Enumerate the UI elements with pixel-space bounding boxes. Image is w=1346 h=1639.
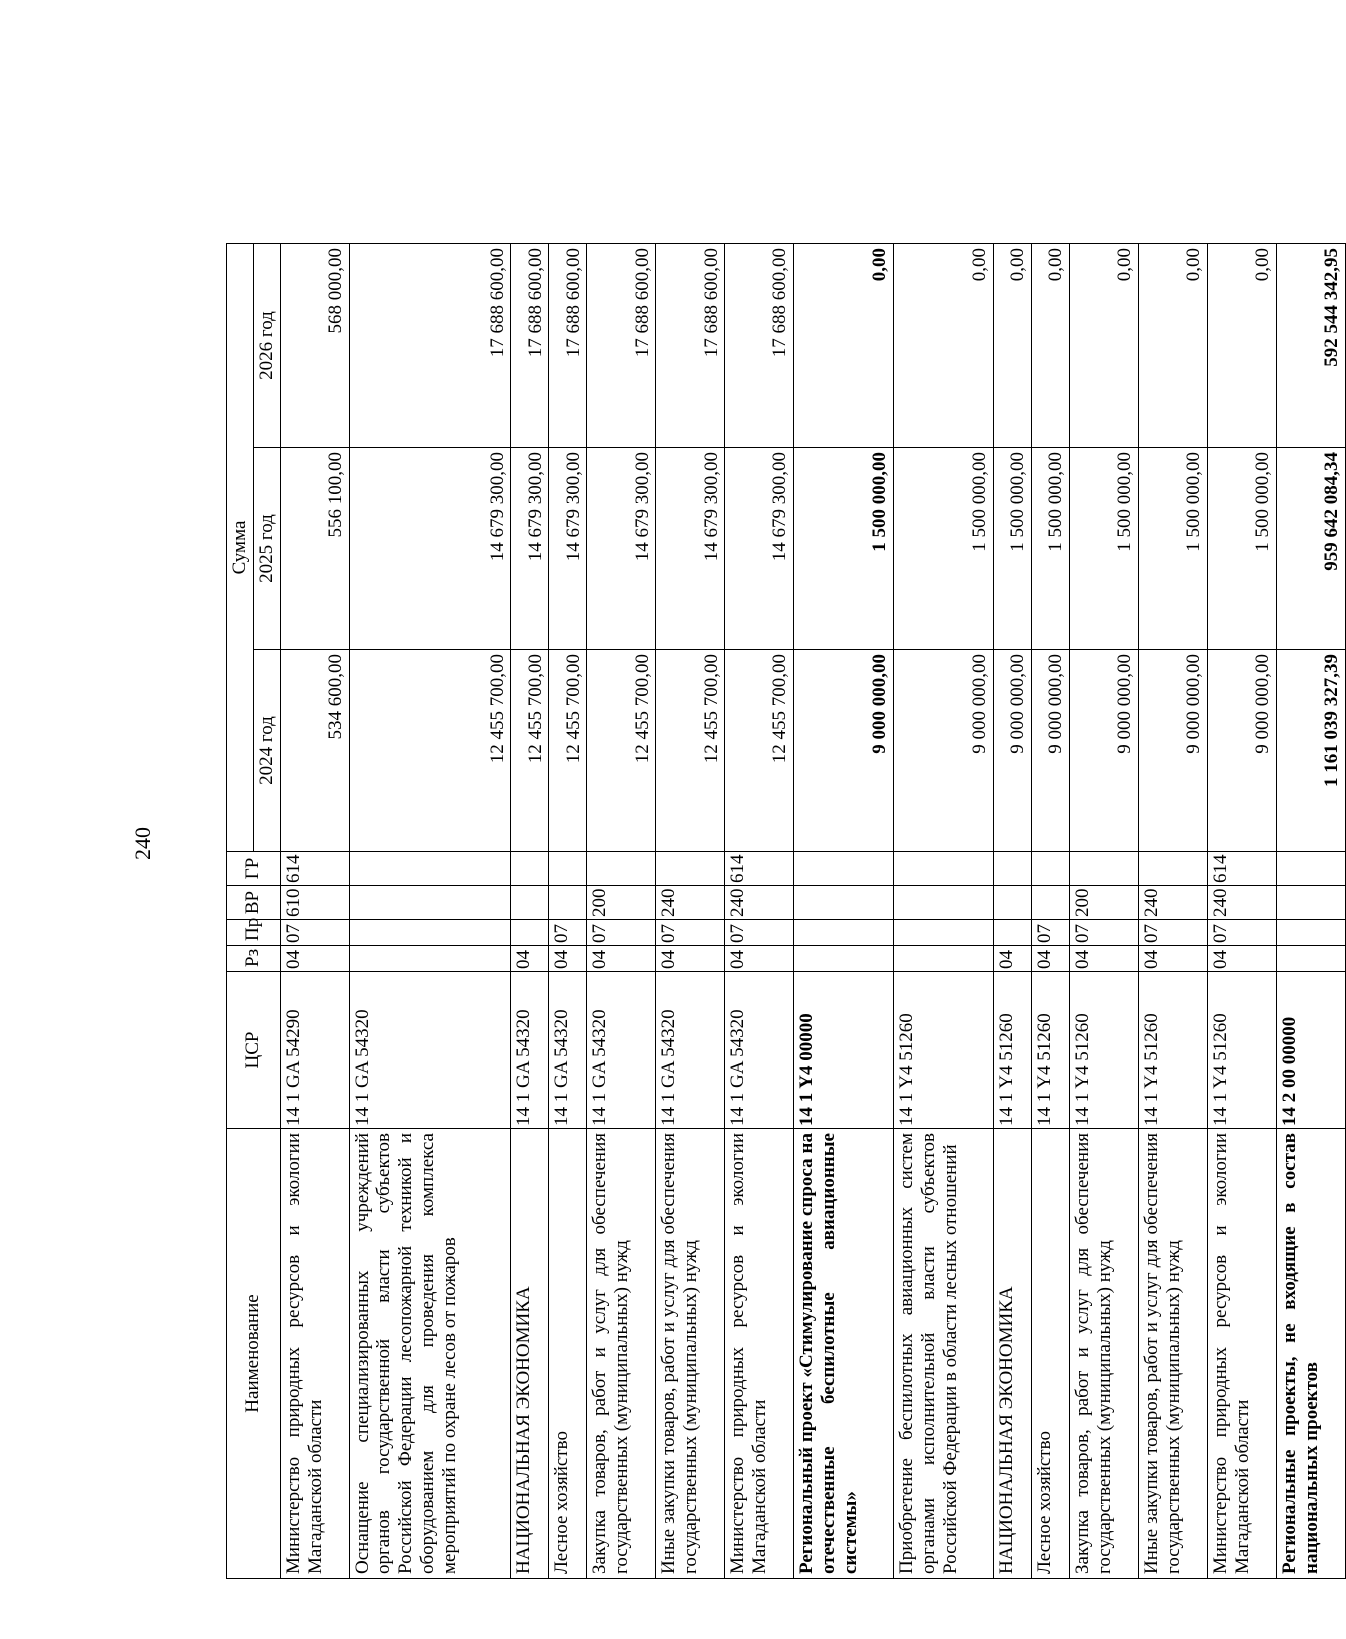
row-sum-2024: 12 455 700,00 (587, 650, 656, 852)
row-sum-2024: 534 600,00 (280, 650, 349, 852)
row-sum-2025: 14 679 300,00 (349, 448, 511, 650)
row-sum-2026: 592 544 342,95 (1276, 244, 1345, 448)
row-csr: 14 1 Y4 51260 (1032, 972, 1070, 1129)
row-pr (349, 920, 511, 946)
row-sum-2024: 12 455 700,00 (656, 650, 725, 852)
row-vr: 200 (1070, 886, 1139, 920)
row-csr: 14 1 GA 54320 (587, 972, 656, 1129)
row-name: НАЦИОНАЛЬНАЯ ЭКОНОМИКА (511, 1129, 549, 1579)
row-sum-2025: 1 500 000,00 (794, 448, 894, 650)
row-sum-2024: 1 161 039 327,39 (1276, 650, 1345, 852)
row-csr: 14 2 00 00000 (1276, 972, 1345, 1129)
row-name: Закупка товаров, работ и услуг для обеспечения государственных (муниципальных) нужд (1070, 1129, 1139, 1579)
row-gr (1276, 852, 1345, 886)
row-vr: 240 (656, 886, 725, 920)
row-gr: 614 (1208, 852, 1277, 886)
row-vr: 240 (725, 886, 794, 920)
row-gr (794, 852, 894, 886)
row-vr (549, 886, 587, 920)
row-rz (1276, 946, 1345, 972)
row-pr (994, 920, 1032, 946)
table-row (994, 244, 1032, 1579)
row-pr: 07 (725, 920, 794, 946)
row-rz: 04 (725, 946, 794, 972)
row-rz: 04 (511, 946, 549, 972)
row-pr (894, 920, 994, 946)
table-row (349, 244, 511, 1579)
table-body (280, 244, 1345, 1579)
table-row (725, 244, 794, 1579)
row-sum-2026: 17 688 600,00 (725, 244, 794, 448)
row-pr: 07 (1032, 920, 1070, 946)
row-gr: 614 (280, 852, 349, 886)
table-row (1208, 244, 1277, 1579)
header-csr: ЦСР (227, 972, 281, 1129)
row-csr: 14 1 GA 54320 (511, 972, 549, 1129)
header-row-1 (227, 244, 254, 1579)
row-gr (994, 852, 1032, 886)
row-pr: 07 (656, 920, 725, 946)
row-sum-2024: 9 000 000,00 (894, 650, 994, 852)
row-vr: 240 (1208, 886, 1277, 920)
row-sum-2026: 0,00 (894, 244, 994, 448)
header-rz: Рз (227, 946, 281, 972)
row-vr (994, 886, 1032, 920)
row-sum-2026: 0,00 (994, 244, 1032, 448)
row-pr: 07 (1139, 920, 1208, 946)
row-gr (349, 852, 511, 886)
row-csr: 14 1 GA 54320 (725, 972, 794, 1129)
header-vr: ВР (227, 886, 281, 920)
table-row (280, 244, 349, 1579)
row-vr: 240 (1139, 886, 1208, 920)
row-sum-2024: 9 000 000,00 (1208, 650, 1277, 852)
row-pr: 07 (280, 920, 349, 946)
row-sum-2026: 0,00 (794, 244, 894, 448)
row-pr: 07 (1070, 920, 1139, 946)
row-sum-2025: 1 500 000,00 (1139, 448, 1208, 650)
row-sum-2025: 1 500 000,00 (1032, 448, 1070, 650)
row-pr (794, 920, 894, 946)
row-vr (511, 886, 549, 920)
table-row (1070, 244, 1139, 1579)
row-name: Министерство природных ресурсов и экологии Магаданской области (1208, 1129, 1277, 1579)
budget-table-rotated (226, 244, 1346, 1579)
row-csr: 14 1 Y4 00000 (794, 972, 894, 1129)
row-sum-2026: 0,00 (1139, 244, 1208, 448)
row-sum-2024: 9 000 000,00 (794, 650, 894, 852)
row-name: Иные закупки товаров, работ и услуг для обеспечения государственных (муниципальных) нужд (1139, 1129, 1208, 1579)
row-sum-2024: 12 455 700,00 (549, 650, 587, 852)
row-sum-2025: 1 500 000,00 (1070, 448, 1139, 650)
row-sum-2026: 17 688 600,00 (511, 244, 549, 448)
row-sum-2024: 9 000 000,00 (1070, 650, 1139, 852)
header-gr: ГР (227, 852, 281, 886)
row-csr: 14 1 GA 54320 (349, 972, 511, 1129)
table-row (794, 244, 894, 1579)
row-sum-2025: 556 100,00 (280, 448, 349, 650)
row-gr (549, 852, 587, 886)
page-number: 240 (130, 827, 155, 860)
row-sum-2025: 14 679 300,00 (549, 448, 587, 650)
row-gr (1032, 852, 1070, 886)
row-csr: 14 1 Y4 51260 (994, 972, 1032, 1129)
row-vr: 200 (587, 886, 656, 920)
row-name: Закупка товаров, работ и услуг для обеспечения государственных (муниципальных) нужд (587, 1129, 656, 1579)
row-sum-2025: 959 642 084,34 (1276, 448, 1345, 650)
row-sum-2025: 14 679 300,00 (511, 448, 549, 650)
row-pr: 07 (1208, 920, 1277, 946)
row-sum-2026: 17 688 600,00 (349, 244, 511, 448)
row-rz: 04 (280, 946, 349, 972)
row-name: Оснащение специализированных учреждений органов государственной власти субъектов Российской Федерации лесопожарной техникой и оборудованием для проведения комплекса мероприятий по охране лесов от пожаров (349, 1129, 511, 1579)
header-2026: 2026 год (253, 244, 280, 448)
row-sum-2026: 17 688 600,00 (656, 244, 725, 448)
row-sum-2025: 1 500 000,00 (994, 448, 1032, 650)
header-2025: 2025 год (253, 448, 280, 650)
row-pr: 07 (587, 920, 656, 946)
row-csr: 14 1 Y4 51260 (1139, 972, 1208, 1129)
header-pr: Пр (227, 920, 281, 946)
row-rz: 04 (1208, 946, 1277, 972)
row-sum-2025: 1 500 000,00 (1208, 448, 1277, 650)
row-sum-2024: 12 455 700,00 (511, 650, 549, 852)
row-vr (794, 886, 894, 920)
row-sum-2026: 0,00 (1070, 244, 1139, 448)
row-rz (794, 946, 894, 972)
row-csr: 14 1 Y4 51260 (1070, 972, 1139, 1129)
row-rz: 04 (1070, 946, 1139, 972)
row-gr (894, 852, 994, 886)
row-sum-2026: 0,00 (1032, 244, 1070, 448)
row-sum-2025: 14 679 300,00 (656, 448, 725, 650)
budget-table (226, 243, 1346, 1579)
row-rz: 04 (994, 946, 1032, 972)
row-rz: 04 (656, 946, 725, 972)
table-row (1139, 244, 1208, 1579)
row-pr: 07 (549, 920, 587, 946)
row-sum-2026: 568 000,00 (280, 244, 349, 448)
row-sum-2024: 9 000 000,00 (1139, 650, 1208, 852)
row-sum-2025: 14 679 300,00 (725, 448, 794, 650)
row-sum-2024: 12 455 700,00 (725, 650, 794, 852)
row-rz: 04 (1032, 946, 1070, 972)
row-pr (1276, 920, 1345, 946)
row-name: Министерство природных ресурсов и экологии Магаданской области (280, 1129, 349, 1579)
row-csr: 14 1 GA 54290 (280, 972, 349, 1129)
row-sum-2025: 1 500 000,00 (894, 448, 994, 650)
row-gr (1070, 852, 1139, 886)
table-row (587, 244, 656, 1579)
table-row (656, 244, 725, 1579)
row-csr: 14 1 Y4 51260 (894, 972, 994, 1129)
row-vr (1276, 886, 1345, 920)
header-2024: 2024 год (253, 650, 280, 852)
table-row (1276, 244, 1345, 1579)
table-row (894, 244, 994, 1579)
table-row (511, 244, 549, 1579)
row-csr: 14 1 Y4 51260 (1208, 972, 1277, 1129)
row-csr: 14 1 GA 54320 (656, 972, 725, 1129)
row-sum-2026: 17 688 600,00 (587, 244, 656, 448)
row-vr (1032, 886, 1070, 920)
header-sum: Сумма (227, 244, 254, 852)
row-vr (349, 886, 511, 920)
row-sum-2024: 9 000 000,00 (1032, 650, 1070, 852)
row-sum-2024: 12 455 700,00 (349, 650, 511, 852)
row-name: Лесное хозяйство (1032, 1129, 1070, 1579)
row-name: Лесное хозяйство (549, 1129, 587, 1579)
row-csr: 14 1 GA 54320 (549, 972, 587, 1129)
row-name: Иные закупки товаров, работ и услуг для обеспечения государственных (муниципальных) нужд (656, 1129, 725, 1579)
row-sum-2024: 9 000 000,00 (994, 650, 1032, 852)
row-gr (587, 852, 656, 886)
table-row (1032, 244, 1070, 1579)
row-rz: 04 (549, 946, 587, 972)
row-gr (511, 852, 549, 886)
row-vr: 610 (280, 886, 349, 920)
row-sum-2025: 14 679 300,00 (587, 448, 656, 650)
row-vr (894, 886, 994, 920)
row-sum-2026: 0,00 (1208, 244, 1277, 448)
row-pr (511, 920, 549, 946)
row-gr: 614 (725, 852, 794, 886)
row-rz: 04 (1139, 946, 1208, 972)
row-name: Приобретение беспилотных авиационных систем органами исполнительной власти субъектов Российской Федерации в области лесных отношений (894, 1129, 994, 1579)
row-name: Министерство природных ресурсов и экологии Магаданской области (725, 1129, 794, 1579)
row-gr (656, 852, 725, 886)
header-name: Наименование (227, 1129, 281, 1579)
row-name: Региональный проект «Стимулирование спроса на отечественные беспилотные авиационные системы» (794, 1129, 894, 1579)
row-sum-2026: 17 688 600,00 (549, 244, 587, 448)
row-rz: 04 (587, 946, 656, 972)
row-name: НАЦИОНАЛЬНАЯ ЭКОНОМИКА (994, 1129, 1032, 1579)
row-gr (1139, 852, 1208, 886)
row-rz (349, 946, 511, 972)
table-row (549, 244, 587, 1579)
row-name: Региональные проекты, не входящие в состав национальных проектов (1276, 1129, 1345, 1579)
row-rz (894, 946, 994, 972)
